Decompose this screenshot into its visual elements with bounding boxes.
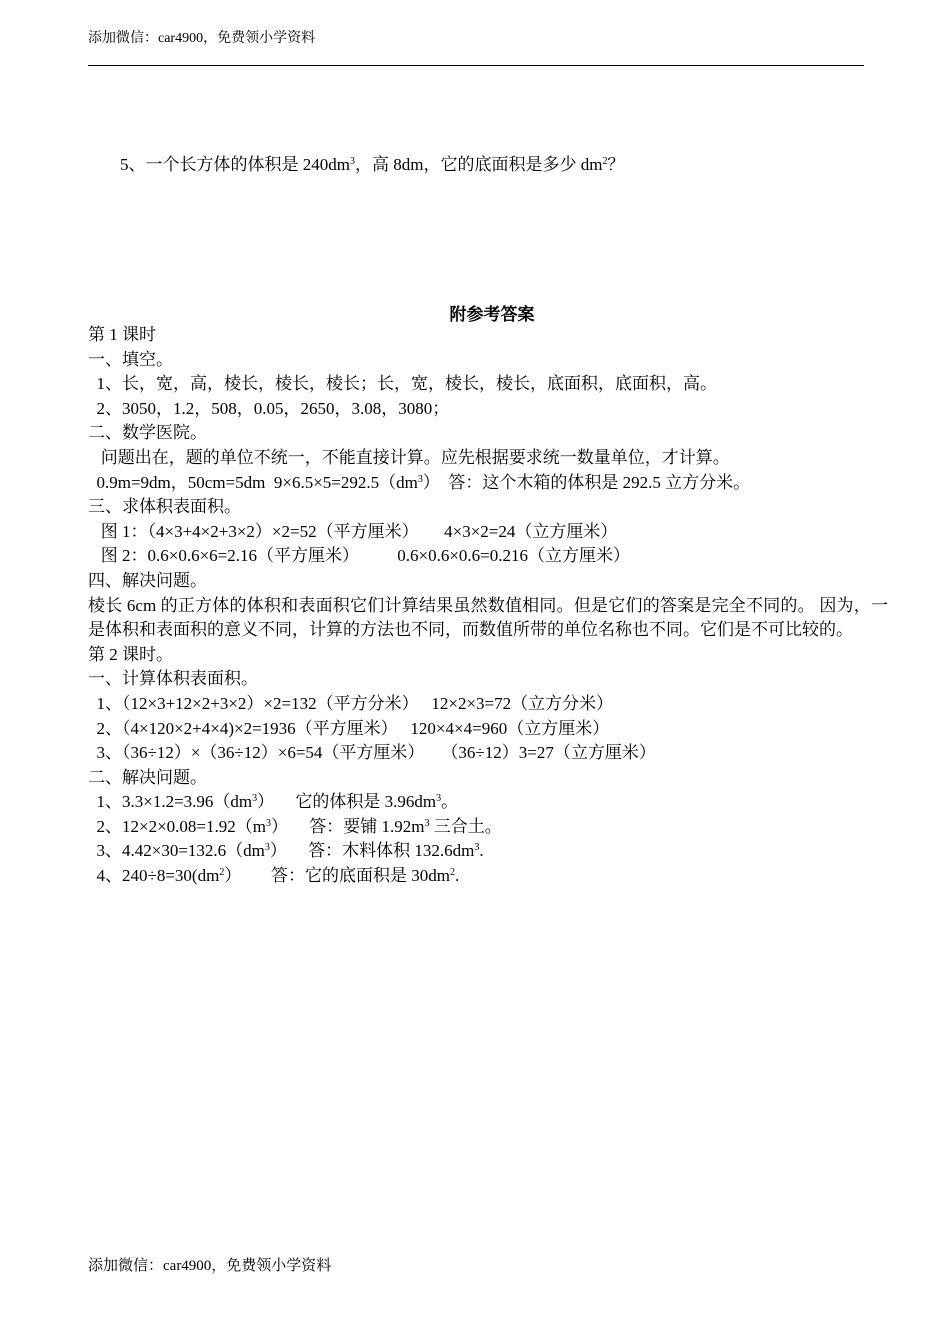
answer-section (88, 323, 888, 889)
lesson-1-section-2-title: 二、数学医院。 (88, 423, 207, 443)
lesson-2-calc-answer-3: 3、（36÷12）×（36÷12）×6=54（平方厘米） （36÷12）3=27（立方厘米） (88, 743, 656, 763)
lesson-1-section-1-title: 一、填空。 (88, 349, 173, 369)
lesson-1-hospital-answer-1: 问题出在，题的单位不统一，不能直接计算。应先根据要求统一数量单位，才计算。 (88, 447, 730, 467)
lesson-2-problem-answer-1: 1、$3.3\times 1.2=3.96(dm^3)$ 它的体积是 $3.96dm^3$。 (88, 792, 459, 812)
header-divider (88, 65, 864, 66)
lesson-2-calc-answer-1: 1、（12×3+12×2+3×2）×2=132（平方分米） 12×2×3=72（立方分米） (88, 693, 614, 713)
lesson-1-fill-answer-1: 1、长，宽，高，棱长，棱长，棱长；长，宽，棱长，棱长，底面积，底面积，高。 (88, 374, 717, 394)
lesson-1-hospital-answer-2: 0.9m=9dm，50cm=5dm $9\times 6.5\times 5=292.5(dm^3)$ 答：这个木箱的体积是 292.5 立方分米。 (88, 472, 751, 492)
page-footer: 添加微信：car4900，免费领小学资料 (88, 1258, 332, 1274)
lesson-1-fill-answer-2: 2、3050，1.2，508，0.05，2650，3.08，3080； (88, 398, 450, 418)
lesson-1-section-3-title: 三、求体积表面积。 (88, 497, 241, 517)
lesson-2-section-1-title: 一、计算体积表面积。 (88, 669, 258, 689)
lesson-2-problem-answer-2: 2、$12\times 2\times 0.08=1.92(m^3)$ 答：要铺 $1.92m^3$ 三合土。 (88, 816, 502, 836)
lesson-1-title: 第 1 课时 (88, 325, 156, 344)
page-header: 添加微信：car4900，免费领小学资料 (88, 31, 316, 46)
lesson-2-problem-answer-4: 4、$240\div 8=30(dm^2)$ 答：它的底面积是 $30dm^2$. (88, 866, 460, 886)
question-5: 5、一个长方体的体积是 $240dm^3$，高 8dm，它的底面积是多少 $dm^2$？ (120, 155, 625, 174)
lesson-1-figure-2-answer: 图 2：0.6×0.6×6=2.16（平方厘米） 0.6×0.6×0.6=0.216（立方厘米） (88, 546, 631, 566)
lesson-2-problem-answer-3: 3、$4.42\times 30=132.6(dm^3)$ 答：木料体积 $132.6dm^3$. (88, 841, 484, 861)
lesson-2-title: 第 2 课时。 (88, 644, 173, 664)
lesson-1-figure-1-answer: 图 1：（4×3+4×2+3×2）×2=52（平方厘米） 4×3×2=24（立方厘米） (88, 521, 618, 541)
lesson-2-calc-answer-2: 2、（4×120×2+4×4)×2=1936（平方厘米） 120×4×4=960（立方厘米） (88, 718, 610, 738)
lesson-1-section-4-title: 四、解决问题。 (88, 570, 207, 590)
lesson-2-section-2-title: 二、解决问题。 (88, 767, 207, 787)
answer-title: 附参考答案 (449, 305, 535, 324)
lesson-1-problem-answer: 棱长 6cm 的正方体的体积和表面积它们计算结果虽然数值相同。但是它们的答案是完全不同的。 因为，一是体积和表面积的意义不同，计算的方法也不同，而数值所带的单位名称也不同。它们是不可比较的。 (88, 595, 888, 640)
